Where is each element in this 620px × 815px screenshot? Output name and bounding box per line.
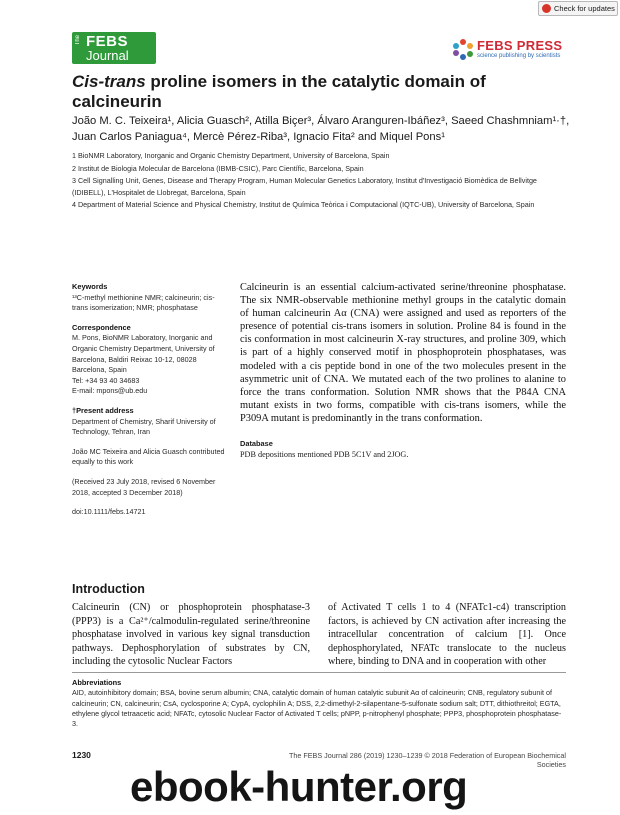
affiliations [72,150,572,212]
introduction-column-2: of Activated T cells 1 to 4 (NFATc1-c4) transcription factors, is achieved by CN activation after increasing the intracellular concentration of calcium [1]. Once dephosphorylated, NFATc translocate to the nucleus where, binding to DNA and in cooperation with other [328,602,566,668]
page-number: 1230 [72,750,91,760]
febs-press-title: FEBS PRESS [477,38,563,53]
affiliation-1: 1 BioNMR Laboratory, Inorganic and Organic Chemistry Department, University of Barcelona, Spain [72,151,390,160]
check-updates-icon [542,4,551,13]
abstract-text: Calcineurin is an essential calcium-activated serine/threonine phosphatase. The six NMR-observable methionine methyl groups in the catalytic domain of human calcineurin Aα (CNA) were assigned and used as reporters of the presence of potential cis-trans isomers in solution. Proline 84 is found in the cis conformation in most calcineurin X-ray structures, and proline 309, which is part of a highly conserved motif in phosphoprotein phosphatases, was modeled with a cis peptide bond in one of the two molecules present in the asymmetric unit of CNA. We mutated each of the two prolines to alanine to force the trans conformation. Solution NMR shows that the P84A CNA mutant exists in two forms, compatible with cis-trans isomers, while the P309A mutant is predominantly in the trans conformation. [240,282,566,424]
abbreviations-heading: Abbreviations [72,678,122,687]
febs-press-tagline: science publishing by scientists [477,53,561,59]
journal-logo [72,32,156,64]
check-for-updates-button[interactable] [538,1,618,16]
correspondence-address: M. Pons, BioNMR Laboratory, Inorganic and Organic Chemistry Department, University of Barcelona, Baldiri Reixac 10-12, 08028 Barcelona, Spain [72,333,215,375]
correspondence-email[interactable]: E-mail: mpons@ub.edu [72,386,148,396]
febs-press-logo [452,38,602,64]
affiliation-3: 3 Cell Signalling Unit, Genes, Disease and Therapy Program, Human Molecular Genetics Laboratory, Institut d'Investigació Biomèdica de Bellvitge (IDIBELL), L'Hospitalet de Llobregat, Barcelona, Spain [72,176,537,197]
affiliation-4: 4 Department of Material Science and Physical Chemistry, Institut de Química Teòrica i Computacional (IQTC-UB), University of Barcelona, Spain [72,200,535,209]
correspondence-tel: Tel: +34 93 40 34683 [72,375,140,385]
article-title [72,72,552,112]
footer-citation: The FEBS Journal 286 (2019) 1230–1239 © 2018 Federation of European Biochemical Societies [288,751,566,769]
database-heading: Database [240,439,273,448]
doi-link[interactable]: doi:10.1111/febs.14721 [72,507,146,517]
abbreviations-text: AID, autoinhibitory domain; BSA, bovine serum albumin; CNA, catalytic domain of human catalytic subunit Aα of calcineurin; CNB, regulatory subunit of calcineurin; CN, calcineurin; CsA, cyclosporine A; CypA, cyclophilin A; DSS, 2,2-dimethyl-2-silapentane-5-sulfonate sodium salt; DTT, dithiothreitol; EGTA, ethylene glycol tetraacetic acid; NFATc, cytosolic Nuclear Factor of Activated T cells; pNPP, p-nitrophenyl phosphate; PPP3, phosphoprotein phosphatase-3. [72,688,562,729]
keywords-text: ¹³C-methyl methionine NMR; calcineurin; cis-trans isomerization; NMR; phosphatase [72,292,215,313]
journal-logo-name: Journal [86,48,129,63]
introduction-column-1: Calcineurin (CN) or phosphoprotein phosphatase-3 (PPP3) is a Ca²⁺/calmodulin-regulated serine/threonine phosphatase involved in various key signal transduction pathways. Dephosphorylation of substrates by CN, including the cytosolic Nuclear Factors [72,602,310,668]
equal-contribution-note: João MC Teixeira and Alicia Guasch contributed equally to this work [72,446,225,467]
keywords-heading: Keywords [72,282,108,291]
database-text: PDB depositions mentioned PDB 5C1V and 2JOG. [240,450,409,459]
affiliation-2: 2 Institut de Biologia Molecular de Barcelona (IBMB-CSIC), Parc Científic, Barcelona, Spain [72,163,364,173]
database-section [240,439,566,459]
check-updates-label: Check for updates [554,4,615,13]
watermark-text: ebook-hunter.org [130,763,468,810]
title-italic-part: Cis-trans [72,72,146,91]
journal-logo-febs: FEBS [86,33,129,50]
received-dates: (Received 23 July 2018, revised 6 November 2018, accepted 3 December 2018) [72,476,216,497]
title-rest: proline isomers in the catalytic domain of calcineurin [72,72,486,111]
introduction-heading: Introduction [72,582,145,596]
journal-logo-the: The [75,35,81,46]
author-list: João M. C. Teixeira¹, Alicia Guasch², Atilla Biçer³, Álvaro Aranguren-Ibáñez³, Saeed Chashmniam¹·†, Juan Carlos Paniagua⁴, Mercè Pérez-Riba³, Ignacio Fita² and Miquel Pons¹ [72,115,570,143]
correspondence-heading: Correspondence [72,322,131,332]
abbreviations-box [72,678,566,729]
abbreviations-divider [72,672,566,673]
present-address-heading: †Present address [72,405,134,415]
febs-press-mark-icon [452,38,474,60]
present-address-text: Department of Chemistry, Sharif University of Technology, Tehran, Iran [72,416,216,437]
article-sidebar [72,282,230,518]
